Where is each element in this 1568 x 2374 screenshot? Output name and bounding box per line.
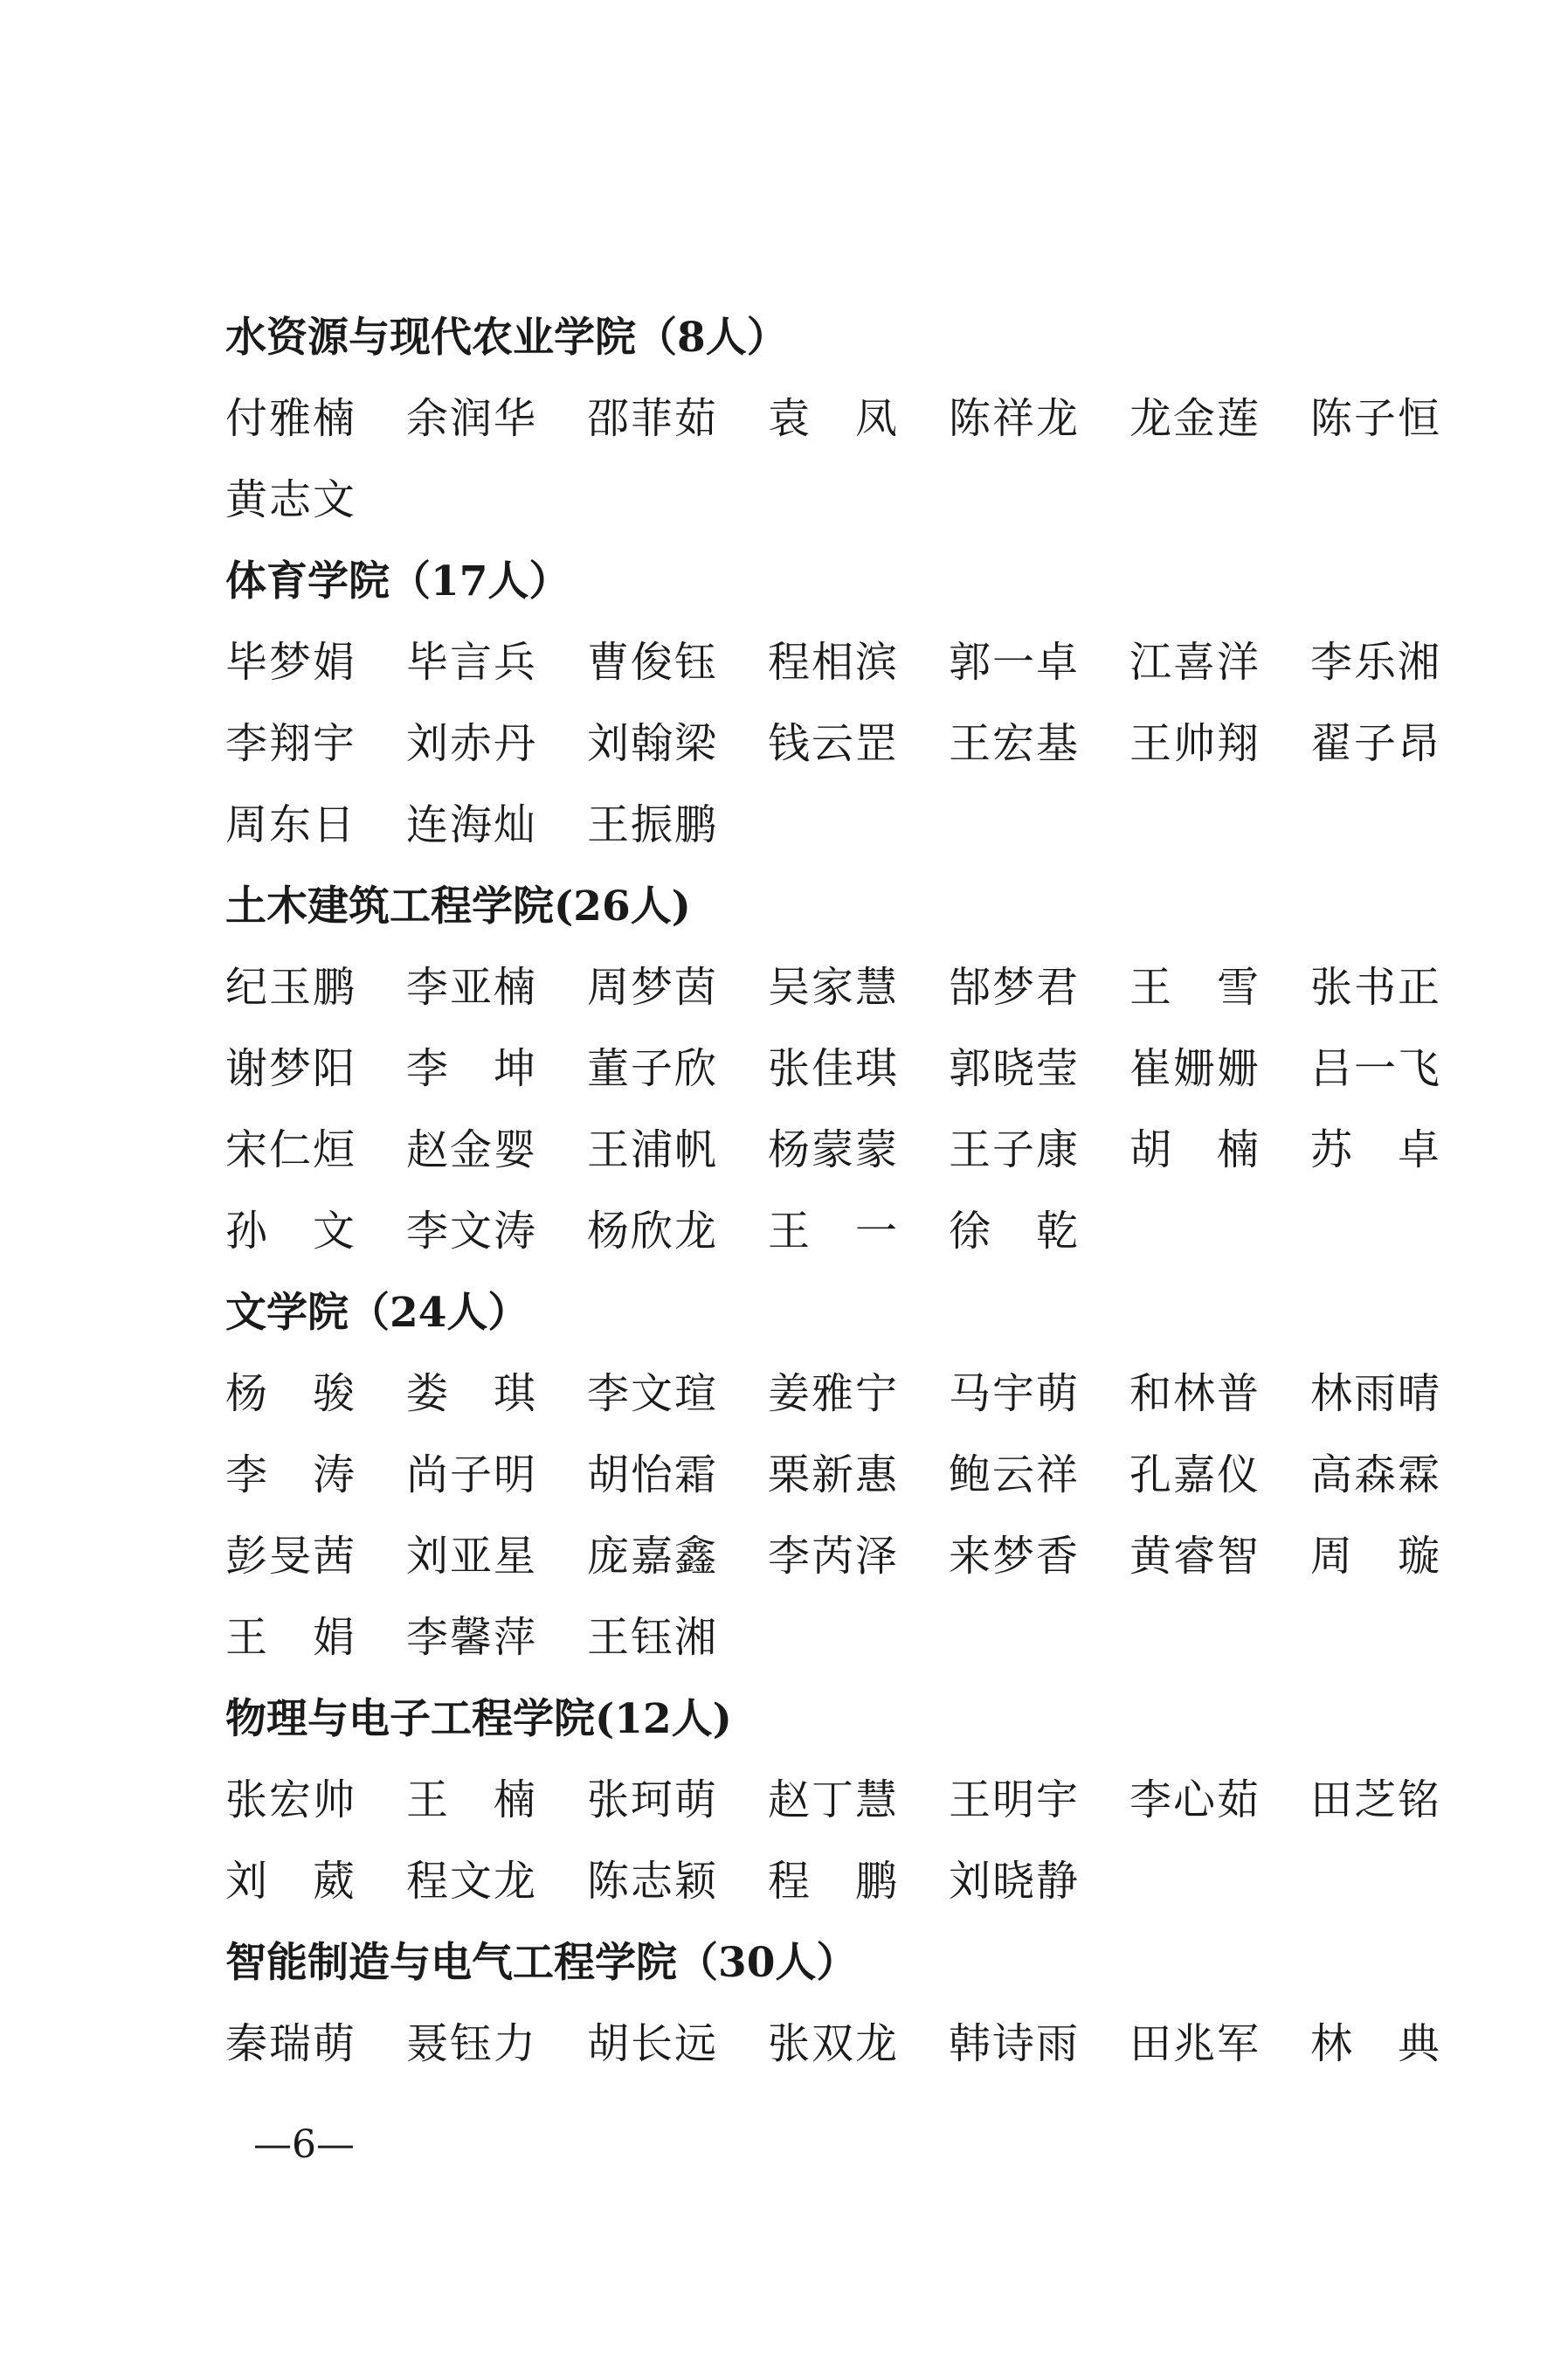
person-name: 和 林 普 [1129,1369,1259,1418]
person-name: 孔 嘉 仪 [1129,1450,1259,1499]
person-name: 付 雅 楠 [225,394,355,443]
person-name: 程 鹏 [768,1857,897,1906]
name-grid [225,1353,1466,1678]
person-name: 李 亚 楠 [406,963,535,1012]
person-name: 李 心 茹 [1129,1775,1259,1824]
person-name: 庞 嘉 鑫 [587,1532,716,1581]
person-name: 龙 金 莲 [1129,394,1259,443]
person-name: 李 翔 宇 [225,719,355,768]
person-name: 鲍 云 祥 [949,1450,1078,1499]
person-name: 黄 睿 智 [1129,1532,1259,1581]
person-name: 尚 子 明 [406,1450,535,1499]
section-heading: 物理与电子工程学院(12人) [225,1695,732,1743]
person-name: 周 梦 茵 [587,963,716,1012]
person-name: 秦 瑞 萌 [225,2019,355,2068]
person-name: 吴 家 慧 [768,963,897,1012]
person-name: 张 书 正 [1310,963,1440,1012]
person-name: 董 子 欣 [587,1044,716,1093]
name-grid [225,2004,1466,2085]
person-name: 黄 志 文 [225,475,355,524]
person-name: 胡 长 远 [587,2019,716,2068]
person-name: 王 帅 翔 [1129,719,1259,768]
person-name: 马 宇 萌 [949,1369,1078,1418]
person-name: 王 宏 基 [949,719,1078,768]
person-name: 杨 骏 [225,1369,355,1418]
person-name: 李 涛 [225,1450,355,1499]
person-name: 来 梦 香 [949,1532,1078,1581]
person-name: 王 钰 湘 [587,1613,716,1662]
person-name: 王 子 康 [949,1125,1078,1174]
person-name: 李 文 涛 [406,1207,535,1256]
person-name: 王 楠 [406,1775,535,1824]
person-name: 江 喜 洋 [1129,638,1259,687]
person-name: 胡 怡 霜 [587,1450,716,1499]
person-name: 周 东 日 [225,800,355,849]
person-name: 程 相 滨 [768,638,897,687]
person-name: 李 馨 萍 [406,1613,535,1662]
name-grid [225,378,1466,541]
person-name: 林 雨 晴 [1310,1369,1440,1418]
person-name: 高 森 霖 [1310,1450,1440,1499]
person-name: 袁 凤 [768,394,897,443]
person-name: 刘 翰 梁 [587,719,716,768]
person-name: 田 芝 铭 [1310,1775,1440,1824]
person-name: 谢 梦 阳 [225,1044,355,1093]
person-name: 孙 文 [225,1207,355,1256]
person-name: 刘 赤 丹 [406,719,535,768]
name-grid [225,947,1466,1272]
person-name: 纪 玉 鹏 [225,963,355,1012]
person-name: 张 双 龙 [768,2019,897,2068]
person-name: 陈 志 颖 [587,1857,716,1906]
person-name: 杨 蒙 蒙 [768,1125,897,1174]
person-name: 毕 梦 娟 [225,638,355,687]
person-name: 郜 梦 君 [949,963,1078,1012]
person-name: 翟 子 昂 [1310,719,1440,768]
person-name: 李 乐 湘 [1310,638,1440,687]
person-name: 曹 俊 钰 [587,638,716,687]
person-name: 王 一 [768,1207,897,1256]
person-name: 李 芮 泽 [768,1532,897,1581]
person-name: 郭 晓 莹 [949,1044,1078,1093]
person-name: 张 珂 萌 [587,1775,716,1824]
person-name: 刘 晓 静 [949,1857,1078,1906]
person-name: 赵 丁 慧 [768,1775,897,1824]
person-name: 刘 亚 星 [406,1532,535,1581]
person-name: 余 润 华 [406,394,535,443]
person-name: 徐 乾 [949,1207,1078,1256]
person-name: 聂 钰 力 [406,2019,535,2068]
person-name: 胡 楠 [1129,1125,1259,1174]
name-grid [225,622,1466,866]
person-name: 王 浦 帆 [587,1125,716,1174]
section-heading: 文学院（24人） [225,1289,529,1337]
section-heading: 智能制造与电气工程学院（30人） [225,1939,858,1987]
person-name: 刘 葳 [225,1857,355,1906]
person-name: 杨 欣 龙 [587,1207,716,1256]
person-name: 彭 旻 茜 [225,1532,355,1581]
person-name: 苏 卓 [1310,1125,1440,1174]
person-name: 程 文 龙 [406,1857,535,1906]
person-name: 吕 一 飞 [1310,1044,1440,1093]
person-name: 周 璇 [1310,1532,1440,1581]
person-name: 张 佳 琪 [768,1044,897,1093]
person-name: 栗 新 惠 [768,1450,897,1499]
person-name: 张 宏 帅 [225,1775,355,1824]
person-name: 毕 言 兵 [406,638,535,687]
page-number: —6— [253,2122,355,2167]
person-name: 钱 云 罡 [768,719,897,768]
person-name: 韩 诗 雨 [949,2019,1078,2068]
person-name: 陈 子 恒 [1310,394,1440,443]
person-name: 陈 祥 龙 [949,394,1078,443]
person-name: 连 海 灿 [406,800,535,849]
person-name: 邵 菲 茹 [587,394,716,443]
person-name: 田 兆 军 [1129,2019,1259,2068]
person-name: 赵 金 婴 [406,1125,535,1174]
person-name: 姜 雅 宁 [768,1369,897,1418]
person-name: 崔 姗 姗 [1129,1044,1259,1093]
person-name: 李 坤 [406,1044,535,1093]
person-name: 李 文 瑄 [587,1369,716,1418]
section-heading: 体育学院（17人） [225,557,570,606]
person-name: 王 雪 [1129,963,1259,1012]
person-name: 娄 琪 [406,1369,535,1418]
person-name: 王 明 宇 [949,1775,1078,1824]
name-grid [225,1760,1466,1922]
section-heading: 水资源与现代农业学院（8人） [225,314,788,362]
person-name: 王 娟 [225,1613,355,1662]
name-list-content [225,297,1466,2085]
person-name: 林 典 [1310,2019,1440,2068]
person-name: 郭 一 卓 [949,638,1078,687]
person-name: 王 振 鹏 [587,800,716,849]
person-name: 宋 仁 烜 [225,1125,355,1174]
section-heading: 土木建筑工程学院(26人) [225,882,691,931]
